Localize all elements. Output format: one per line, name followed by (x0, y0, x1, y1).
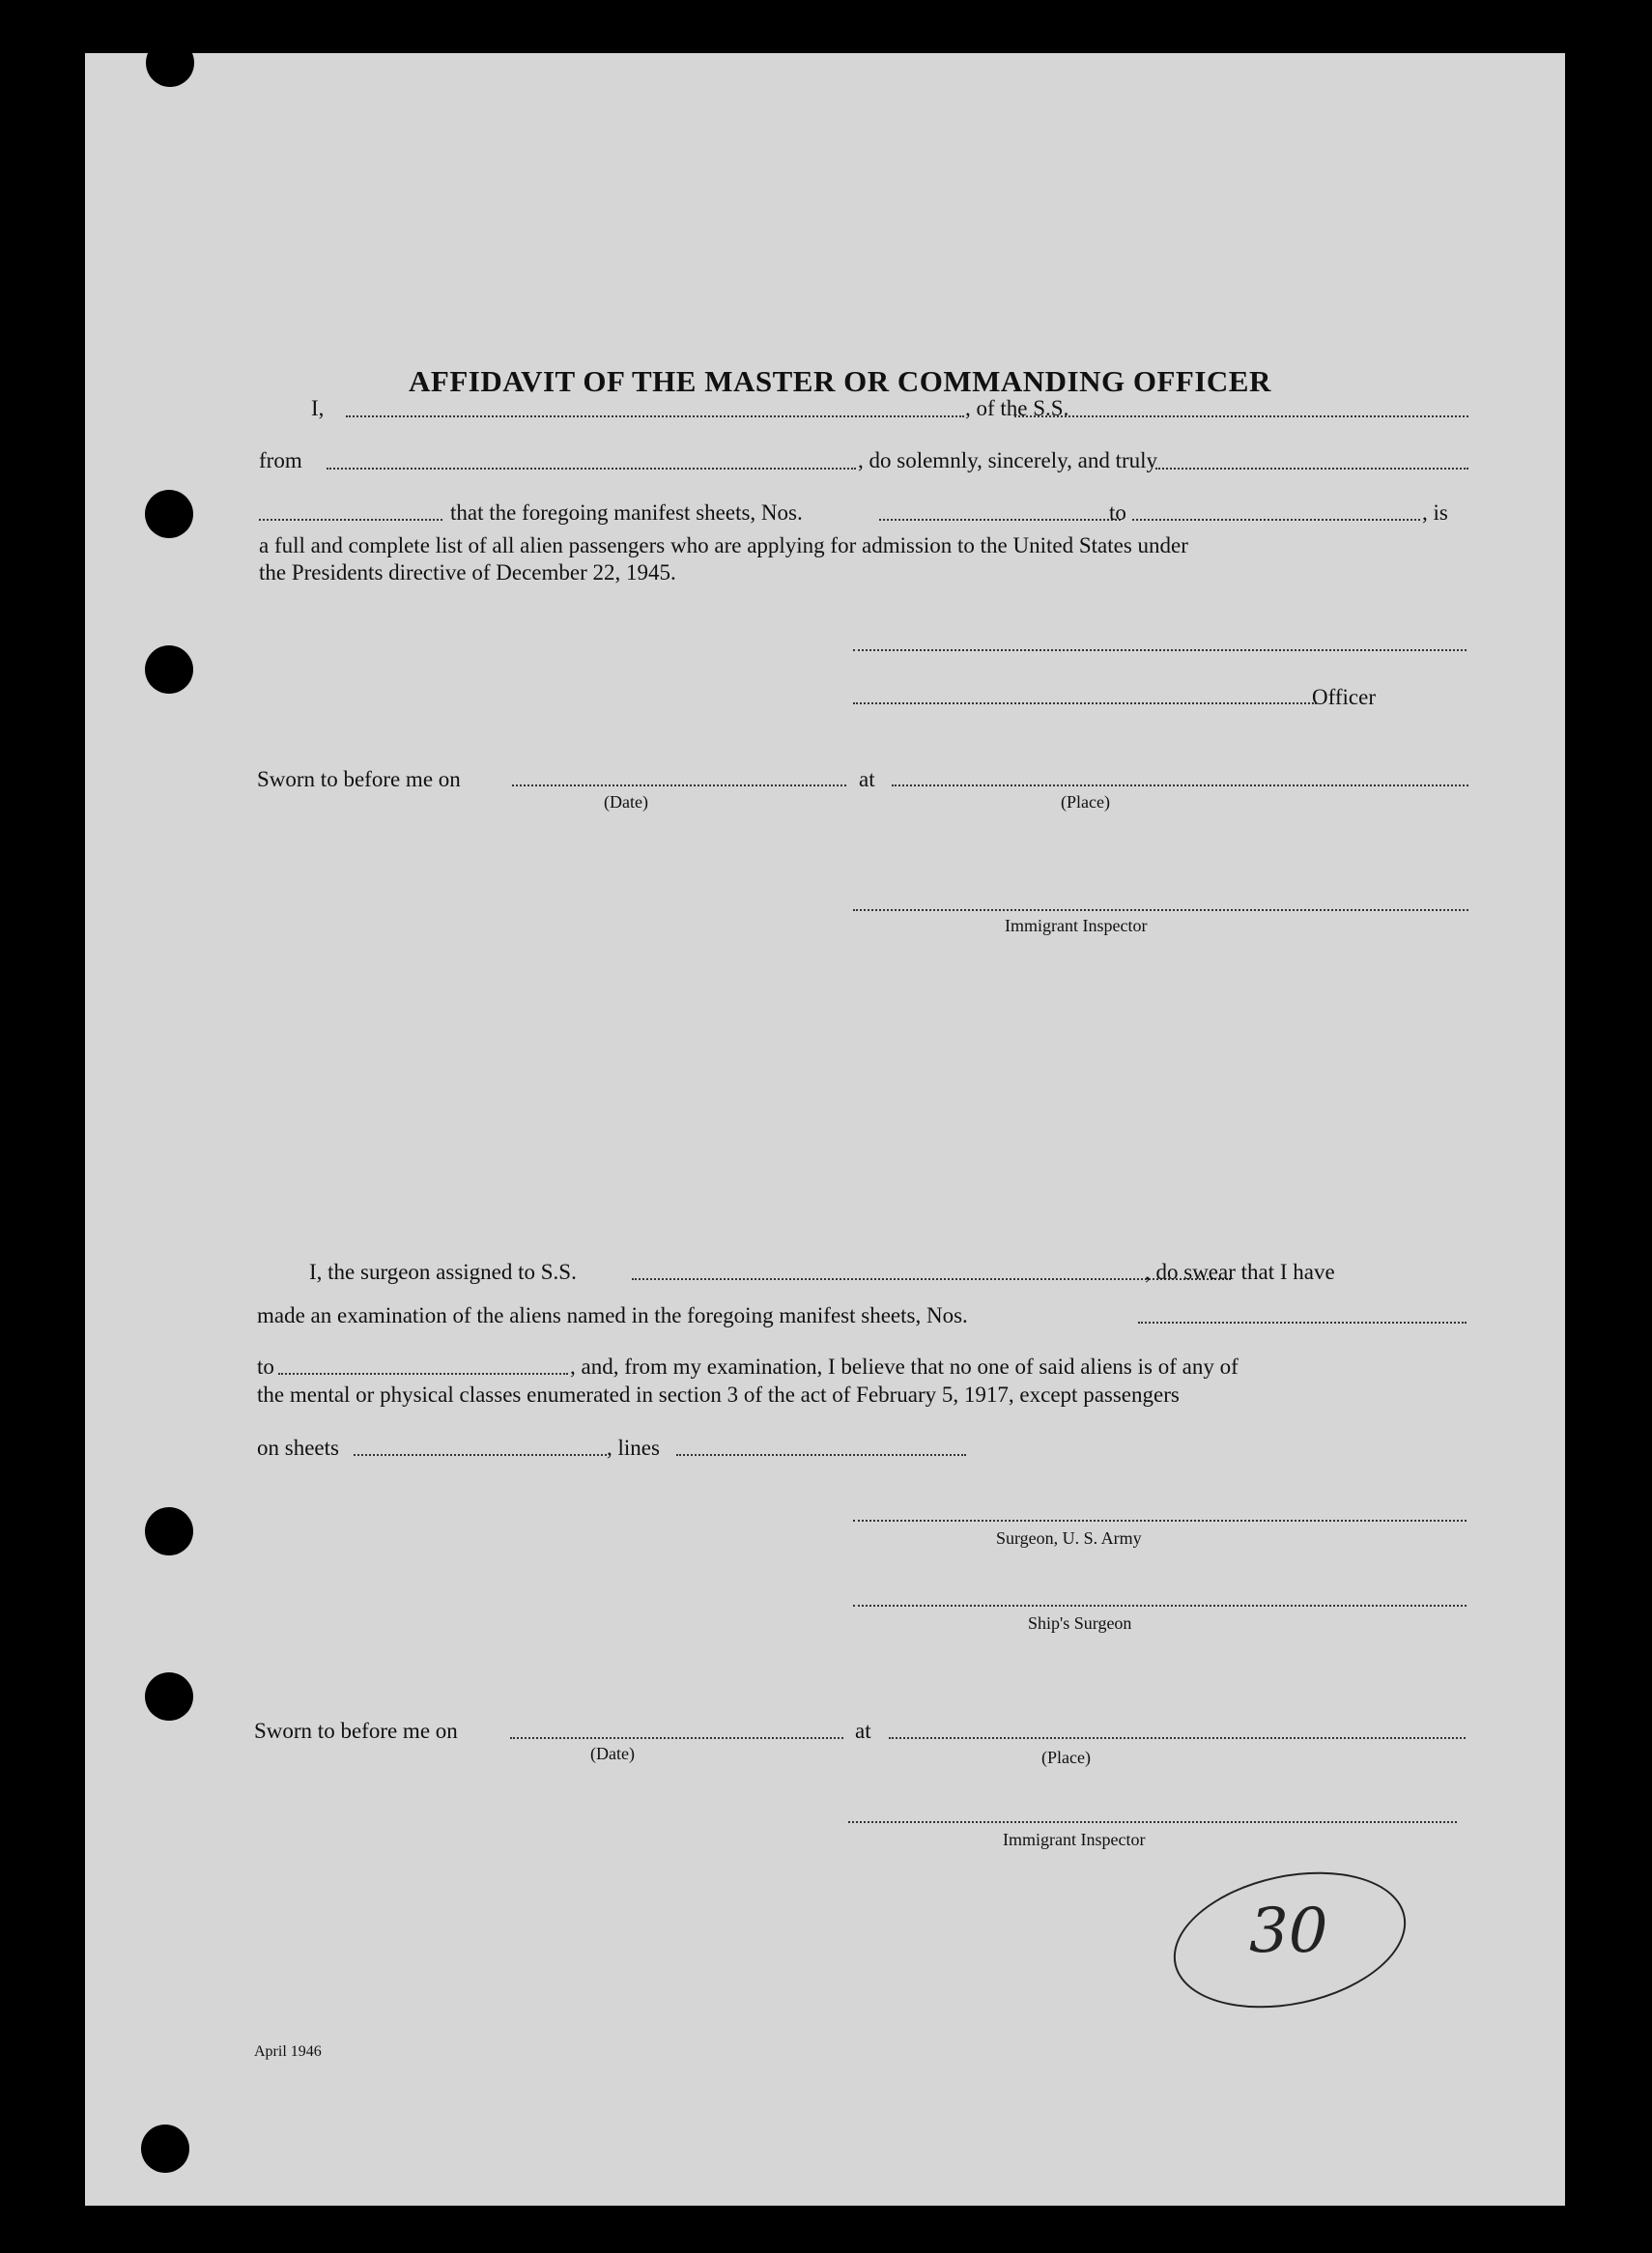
master-line1-prefix: I, (311, 396, 325, 420)
surgeon-line1-text: I, the surgeon assigned to S.S. (309, 1260, 577, 1284)
master-nos-from-field[interactable] (879, 519, 1121, 521)
surgeon-place-caption: (Place) (1041, 1748, 1091, 1767)
surgeon-inspector-signature-line[interactable] (848, 1821, 1457, 1823)
master-line2-oath: , do solemnly, sincerely, and truly (858, 448, 1158, 472)
surgeon-date-caption: (Date) (590, 1744, 635, 1763)
surgeon-sworn-label: Sworn to before me on (254, 1719, 458, 1743)
master-line3-blank[interactable] (259, 519, 442, 521)
surgeon-lines-field[interactable] (676, 1454, 966, 1456)
master-inspector-signature-line[interactable] (853, 909, 1468, 911)
surgeon-line1-oath: , do swear that I have (1145, 1260, 1335, 1284)
master-nos-to-field[interactable] (1132, 519, 1420, 521)
surgeon-ship-field[interactable] (632, 1278, 1231, 1280)
punch-hole (145, 490, 193, 538)
form-title: AFFIDAVIT OF THE MASTER OR COMMANDING OFFICER (409, 364, 1271, 398)
master-sworn-at: at (859, 767, 875, 791)
punch-hole (145, 1672, 193, 1721)
master-inspector-label: Immigrant Inspector (1005, 916, 1148, 935)
ships-surgeon-label: Ship's Surgeon (1028, 1613, 1132, 1633)
surgeon-sworn-at: at (855, 1719, 871, 1743)
master-signature-line[interactable] (853, 649, 1467, 651)
master-place-caption: (Place) (1061, 792, 1110, 812)
army-surgeon-label: Surgeon, U. S. Army (996, 1528, 1142, 1548)
master-line5: the Presidents directive of December 22, 1945. (259, 560, 676, 585)
master-date-caption: (Date) (604, 792, 648, 812)
surgeon-line4: the mental or physical classes enumerated in section 3 of the act of February 5, 1917, except passengers (257, 1383, 1180, 1407)
punch-hole (145, 645, 193, 694)
master-ship-field[interactable] (1014, 415, 1468, 417)
surgeon-line2-text: made an examination of the aliens named in the foregoing manifest sheets, Nos. (257, 1303, 968, 1327)
officer-signature-line[interactable] (853, 702, 1317, 704)
master-truly-field[interactable] (1155, 468, 1468, 470)
punch-hole (141, 2125, 189, 2173)
officer-label: Officer (1312, 685, 1376, 709)
master-name-field[interactable] (346, 415, 964, 417)
form-date-footer: April 1946 (254, 2043, 322, 2060)
master-line3-to: to (1109, 500, 1126, 525)
surgeon-sworn-place-field[interactable] (889, 1737, 1466, 1739)
surgeon-sheets-field[interactable] (354, 1454, 607, 1456)
punch-hole (146, 39, 194, 87)
form-page (85, 53, 1565, 2206)
surgeon-line5-lines: , lines (607, 1436, 660, 1460)
master-sworn-date-field[interactable] (512, 784, 846, 786)
ships-surgeon-signature-line[interactable] (853, 1605, 1467, 1607)
master-sworn-label: Sworn to before me on (257, 767, 461, 791)
master-line1-ss-label: , of the S.S. (965, 396, 1069, 420)
master-line3-is: , is (1422, 500, 1448, 525)
surgeon-line5-sheets: on sheets (257, 1436, 339, 1460)
army-surgeon-signature-line[interactable] (853, 1520, 1467, 1522)
surgeon-line3-text: , and, from my examination, I believe that no one of said aliens is of any of (570, 1355, 1239, 1379)
surgeon-line3-to: to (257, 1355, 274, 1379)
master-sworn-place-field[interactable] (892, 784, 1468, 786)
master-from-field[interactable] (327, 468, 856, 470)
master-line4: a full and complete list of all alien passengers who are applying for admission to the United States under (259, 533, 1188, 557)
handwritten-number: 30 (1249, 1896, 1328, 1967)
master-line3-text: that the foregoing manifest sheets, Nos. (450, 500, 803, 525)
surgeon-sworn-date-field[interactable] (510, 1737, 843, 1739)
punch-hole (145, 1507, 193, 1555)
master-line2-from-label: from (259, 448, 302, 472)
surgeon-nos-to-field[interactable] (278, 1373, 568, 1375)
surgeon-inspector-label: Immigrant Inspector (1003, 1830, 1146, 1849)
surgeon-nos-field[interactable] (1138, 1322, 1467, 1324)
